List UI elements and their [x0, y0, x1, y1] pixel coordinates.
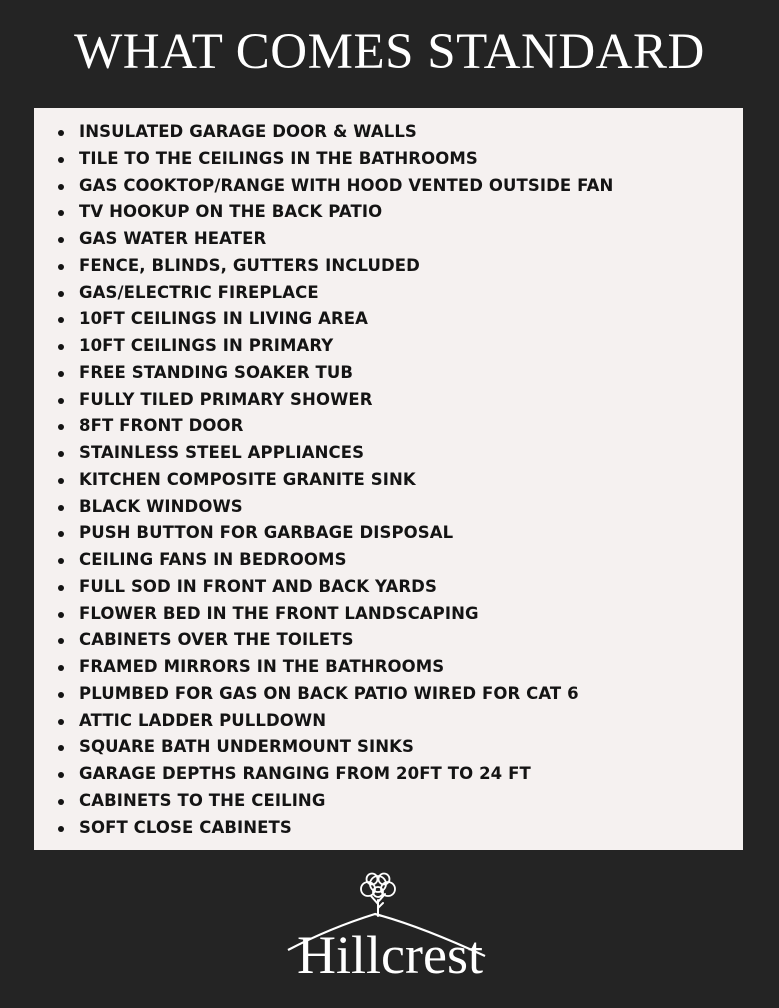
- feature-text: SOFT CLOSE CABINETS: [79, 817, 292, 837]
- feature-item: [34, 253, 743, 280]
- features-list: [34, 119, 743, 841]
- bullet-icon: [58, 264, 64, 270]
- features-panel: [34, 108, 743, 850]
- bullet-icon: [58, 719, 64, 725]
- bullet-icon: [58, 130, 64, 136]
- feature-text: FULL SOD IN FRONT AND BACK YARDS: [79, 576, 437, 596]
- feature-text: CABINETS TO THE CEILING: [79, 790, 326, 810]
- feature-text: BLACK WINDOWS: [79, 496, 243, 516]
- bullet-icon: [58, 505, 64, 511]
- bullet-icon: [58, 451, 64, 457]
- bullet-icon: [58, 745, 64, 751]
- feature-text: TV HOOKUP ON THE BACK PATIO: [79, 202, 383, 222]
- feature-text: FLOWER BED IN THE FRONT LANDSCAPING: [79, 603, 479, 623]
- bullet-icon: [58, 184, 64, 190]
- feature-item: [34, 547, 743, 574]
- bullet-icon: [58, 157, 64, 163]
- feature-text: FRAMED MIRRORS IN THE BATHROOMS: [79, 657, 445, 676]
- bullet-icon: [58, 558, 64, 564]
- bullet-icon: [58, 344, 64, 350]
- feature-text: GAS WATER HEATER: [79, 229, 267, 248]
- bullet-icon: [58, 585, 64, 591]
- feature-text: CEILING FANS IN BEDROOMS: [79, 550, 347, 569]
- bullet-icon: [58, 638, 64, 644]
- feature-text: SQUARE BATH UNDERMOUNT SINKS: [79, 737, 414, 757]
- feature-text: PUSH BUTTON FOR GARBAGE DISPOSAL: [79, 523, 454, 543]
- feature-item: [34, 333, 743, 360]
- feature-text: ATTIC LADDER PULLDOWN: [79, 710, 327, 730]
- bullet-icon: [58, 531, 64, 537]
- feature-item: [34, 387, 743, 414]
- feature-text: PLUMBED FOR GAS ON BACK PATIO WIRED FOR CAT 6: [79, 683, 579, 703]
- feature-item: [34, 199, 743, 226]
- bullet-icon: [58, 772, 64, 778]
- feature-text: FULLY TILED PRIMARY SHOWER: [79, 389, 373, 409]
- feature-item: [34, 681, 743, 708]
- feature-text: GAS/ELECTRIC FIREPLACE: [79, 282, 319, 302]
- feature-text: 10FT CEILINGS IN PRIMARY: [79, 336, 334, 355]
- feature-item: [34, 119, 743, 146]
- feature-text: 8FT FRONT DOOR: [79, 416, 244, 436]
- feature-text: KITCHEN COMPOSITE GRANITE SINK: [79, 469, 416, 489]
- feature-item: [34, 734, 743, 761]
- page-title: WHAT COMES STANDARD: [74, 24, 705, 80]
- feature-item: [34, 280, 743, 307]
- feature-text: 10FT CEILINGS IN LIVING AREA: [79, 309, 369, 329]
- hillcrest-logo: [270, 870, 510, 1000]
- feature-item: [34, 761, 743, 788]
- bullet-icon: [58, 398, 64, 404]
- feature-item: [34, 467, 743, 494]
- bullet-icon: [58, 692, 64, 698]
- bullet-icon: [58, 210, 64, 216]
- feature-text: FENCE, BLINDS, GUTTERS INCLUDED: [79, 255, 420, 275]
- feature-text: STAINLESS STEEL APPLIANCES: [79, 443, 365, 462]
- bullet-icon: [58, 826, 64, 832]
- feature-item: [34, 226, 743, 253]
- feature-text: TILE TO THE CEILINGS IN THE BATHROOMS: [79, 148, 478, 168]
- logo-wordmark: Hillcrest: [297, 925, 483, 985]
- feature-item: [34, 360, 743, 387]
- feature-text: FREE STANDING SOAKER TUB: [79, 362, 354, 382]
- bullet-icon: [58, 317, 64, 323]
- feature-item: [34, 173, 743, 200]
- feature-item: [34, 601, 743, 628]
- bullet-icon: [58, 665, 64, 671]
- bullet-icon: [58, 424, 64, 430]
- feature-item: [34, 440, 743, 467]
- feature-item: [34, 413, 743, 440]
- feature-text: INSULATED GARAGE DOOR & WALLS: [79, 122, 417, 141]
- feature-item: [34, 574, 743, 601]
- feature-text: CABINETS OVER THE TOILETS: [79, 630, 354, 650]
- bullet-icon: [58, 478, 64, 484]
- feature-item: [34, 494, 743, 521]
- bullet-icon: [58, 799, 64, 805]
- bullet-icon: [58, 237, 64, 243]
- bullet-icon: [58, 291, 64, 297]
- feature-item: [34, 520, 743, 547]
- bullet-icon: [58, 612, 64, 618]
- feature-text: GAS COOKTOP/RANGE WITH HOOD VENTED OUTSIDE FAN: [79, 175, 614, 195]
- feature-item: [34, 815, 743, 842]
- feature-item: [34, 627, 743, 654]
- bullet-icon: [58, 371, 64, 377]
- feature-item: [34, 788, 743, 815]
- feature-item: [34, 306, 743, 333]
- feature-item: [34, 708, 743, 735]
- feature-item: [34, 654, 743, 681]
- feature-item: [34, 146, 743, 173]
- feature-text: GARAGE DEPTHS RANGING FROM 20FT TO 24 FT: [79, 764, 531, 783]
